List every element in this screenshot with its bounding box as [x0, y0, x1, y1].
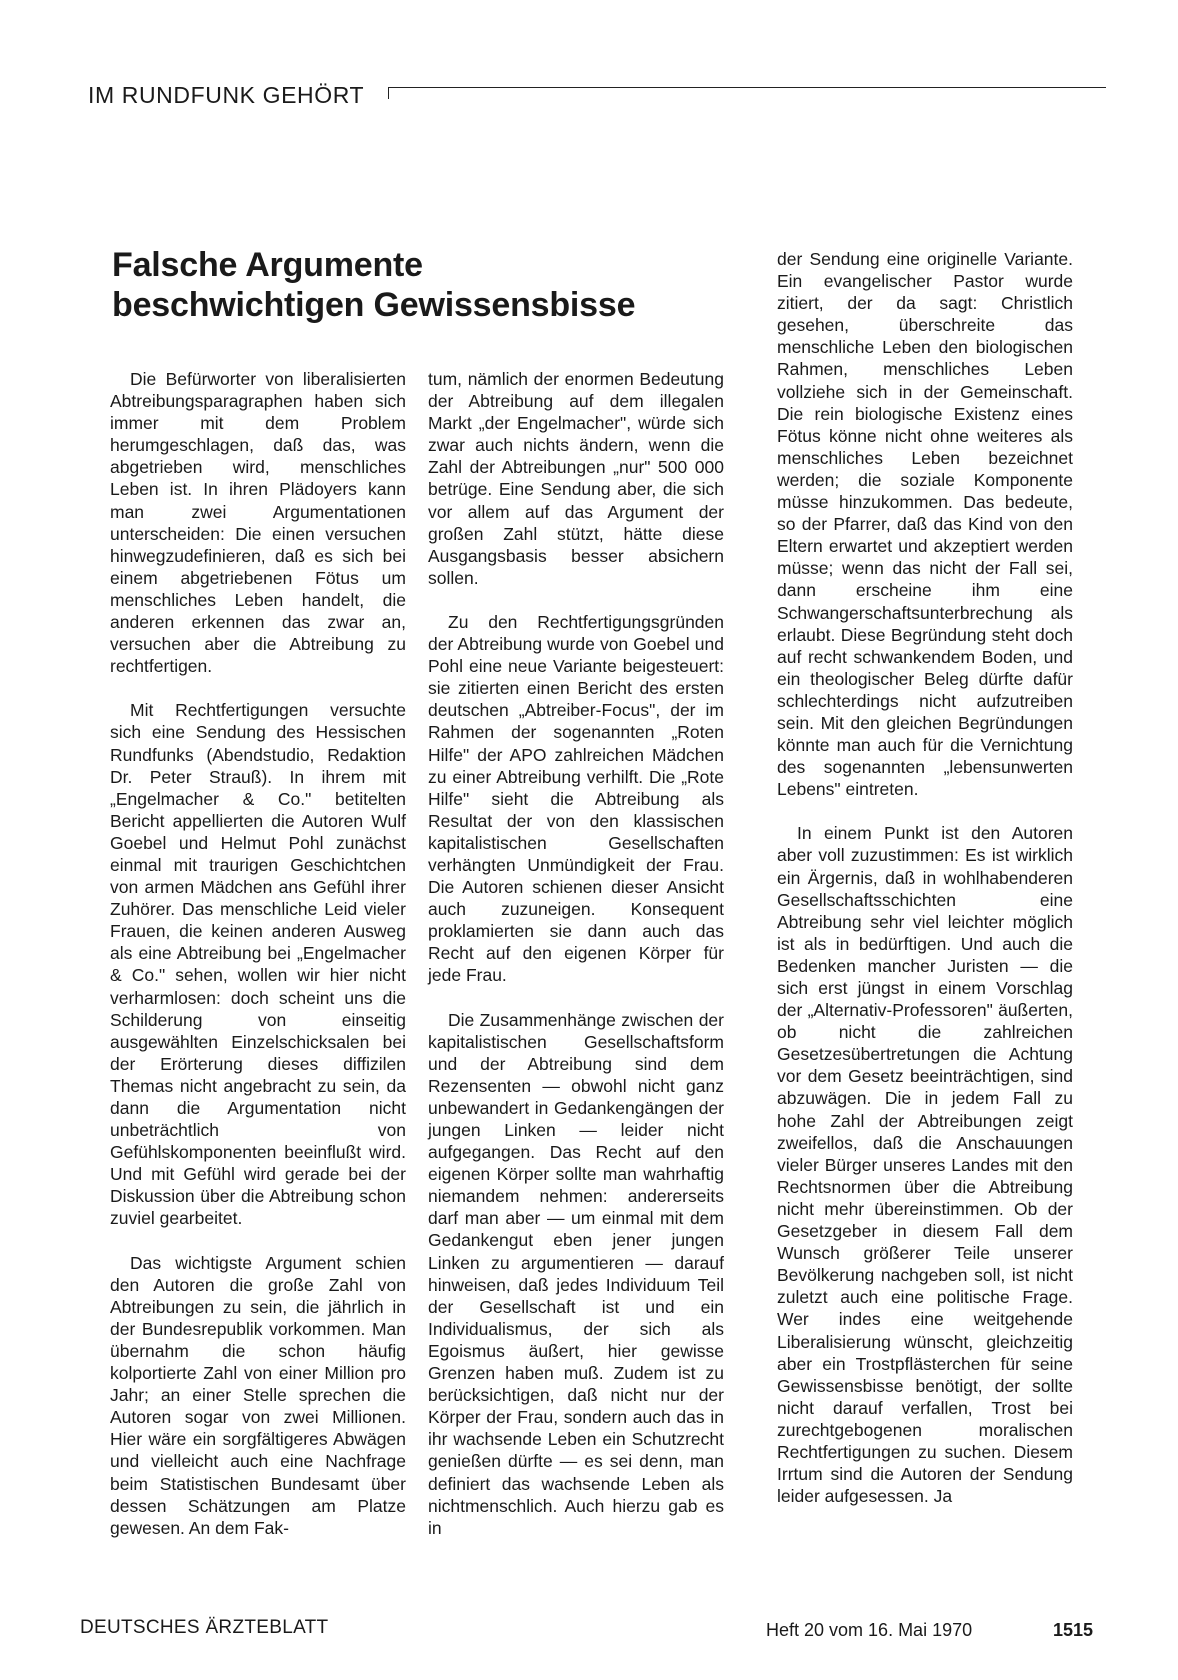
article-headline [112, 245, 672, 325]
footer-page-number: 1515 [1053, 1620, 1094, 1640]
paragraph: Mit Rechtfertigungen versuchte sich eine Sendung des Hessischen Rundfunks (Abendstudio, Redaktion Dr. Peter Strauß). In ihrem mit „Engelmacher & Co." betitelten Bericht appellierten die Autoren Wulf Goebel und Helmut Pohl zunächst einmal mit traurigen Geschichtchen von armen Mädchen ans Gefühl ihrer Zuhörer. Das menschliche Leid vieler Frauen, die keinen anderen Ausweg als eine Abtreibung bei „Engelmacher & Co." sehen, wollen wir hier nicht verharmlosen: doch scheint uns die Schilderung von einseitig ausgewählten Einzelschicksalen bei der Erörterung dieses diffizilen Themas nicht angebracht zu sein, da dann die Argumentation nicht unbeträchtlich von Gefühlskomponenten beeinflußt wird. Und mit Gefühl wird gerade bei der Diskussion über die Abtreibung schon zuviel gearbeitet. [110, 700, 406, 1229]
footer-issue: Heft 20 vom 16. Mai 1970 [766, 1620, 973, 1640]
headline-line-2: beschwichtigen Gewissensbisse [112, 286, 636, 324]
paragraph: Die Zusammenhänge zwischen der kapitalistischen Gesellschaftsform und der Abtreibung sind dem Rezensenten — obwohl nicht ganz unbewandert in Gedankengängen der jungen Linken — leider nicht aufgegangen. Das Recht auf den eigenen Körper sollte man wahrhaftig niemandem nehmen: andererseits darf man aber — um einmal mit dem Gedankengut eben jener jungen Linken zu argumentieren — darauf hinweisen, daß jedes Individuum Teil der Gesellschaft ist und ein Individualismus, der sich als Egoismus äußert, hier gewisse Grenzen haben muß. Zudem ist zu berücksichtigen, daß nicht nur der Körper der Frau, sondern auch das in ihr wachsende Leben ein Schutzrecht genießen dürfte — es sei denn, man definiert das wachsende Leben als nichtmenschlich. Auch hierzu gab es in [428, 1009, 724, 1538]
paragraph: Die Befürworter von liberalisierten Abtreibungsparagraphen haben sich immer mit dem Problem herumgeschlagen, daß das, was abgetrieben wird, menschliches Leben ist. In ihren Plädoyers kann man zwei Argumentationen unterscheiden: Die einen versuchen hinwegzudefinieren, daß es sich bei einem abgetriebenen Fötus um menschliches Leben handelt, die anderen erkennen das zwar an, versuchen aber die Abtreibung zu rechtfertigen. [110, 369, 406, 677]
footer-publication: DEUTSCHES ÄRZTEBLATT [80, 1617, 329, 1638]
paragraph: Zu den Rechtfertigungsgründen der Abtreibung wurde von Goebel und Pohl eine neue Variante beigesteuert: sie zitierten einen Bericht des ersten deutschen „Abtreiber-Focus", der im Rahmen der sogenannten „Roten Hilfe" der APO zahlreichen Mädchen zu einer Abtreibung verhilft. Die „Rote Hilfe" sieht die Abtreibung als Resultat der von den klassischen kapitalistischen Gesellschaften verhängten Unmündigkeit der Frau. Die Autoren schienen dieser Ansicht auch zuzuneigen. Konsequent proklamierten sie dann auch das Recht auf den eigenen Körper für jede Frau. [428, 611, 724, 986]
paragraph: Das wichtigste Argument schien den Autoren die große Zahl von Abtreibungen zu sein, die jährlich in der Bundesrepublik vorkommen. Man übernahm die schon häufig kolportierte Zahl von einer Million pro Jahr; an einer Stelle sprechen die Autoren sogar von zwei Millionen. Hier wäre ein sorgfältigeres Abwägen und vielleicht auch eine Nachfrage beim Statistischen Bundesamt über dessen Schätzungen am Platze gewesen. An dem Fak- [110, 1252, 406, 1538]
paragraph: In einem Punkt ist den Autoren aber voll zuzustimmen: Es ist wirklich ein Ärgernis, daß in wohlhabenderen Gesellschaftsschichten eine Abtreibung sehr viel leichter möglich ist als in bedürftigen. Und auch die Bedenken mancher Juristen — die sich erst jüngst in einem Vorschlag der „Alternativ-Professoren" äußerten, ob nicht die zahlreichen Gesetzesübertretungen die Achtung vor dem Gesetz beeinträchtigen, sind abzuwägen. Die in jedem Fall zu hohe Zahl der Abtreibungen zeigt zweifellos, daß die Anschauungen vieler Bürger unseres Landes mit den Rechtsnormen über die Abtreibung nicht mehr übereinstimmen. Ob der Gesetzgeber in diesem Fall dem Wunsch größerer Teile unserer Bevölkerung nachgeben soll, ist nicht zuletzt auch eine politische Frage. Wer indes eine weitgehende Liberalisierung wünscht, gleichzeitig aber ein Trostpflästerchen für seine Gewissensbisse benötigt, der sollte nicht darauf verfallen, Trost bei zurechtgebogenen moralischen Rechtfertigungen zu suchen. Diesem Irrtum sind die Autoren der Sendung leider aufgesessen. Ja [777, 823, 1073, 1507]
paragraph: der Sendung eine originelle Variante. Ein evangelischer Pastor wurde zitiert, der da sagt: Christlich gesehen, überschreite das menschliche Leben den biologischen Rahmen, menschliches Leben vollziehe sich in der Gemeinschaft. Die rein biologische Existenz eines Fötus könne nicht ohne weiteres als menschliches Leben bezeichnet werden; die soziale Komponente müsse hinzukommen. Das bedeute, so der Pfarrer, daß das Kind von den Eltern erwartet und akzeptiert werden müsse; wenn das nicht der Fall sei, dann erscheine ihm eine Schwangerschaftsunterbrechung als erlaubt. Diese Begründung steht doch auf recht schwankendem Boden, und ein theologischer Beleg dürfte dafür schlechterdings nicht aufzutreiben sein. Mit den gleichen Begründungen könnte man auch für die Vernichtung des sogenannten „lebensunwerten Lebens" eintreten. [777, 249, 1073, 800]
header-rule-tick [388, 87, 389, 99]
text-column-3 [777, 248, 1073, 1507]
headline-line-1: Falsche Argumente [112, 246, 423, 284]
text-column-1 [110, 368, 406, 1539]
text-column-2 [428, 368, 724, 1539]
section-header: IM RUNDFUNK GEHÖRT [88, 82, 370, 109]
paragraph: tum, nämlich der enormen Bedeutung der Abtreibung auf dem illegalen Markt „der Engelmacher", würde sich zwar auch nichts ändern, wenn die Zahl der Abtreibungen „nur" 500 000 betrüge. Eine Sendung aber, die sich vor allem auf das Argument der großen Zahl stützt, hätte diese Ausgangsbasis besser absichern sollen. [428, 369, 724, 588]
header-rule [388, 87, 1106, 88]
